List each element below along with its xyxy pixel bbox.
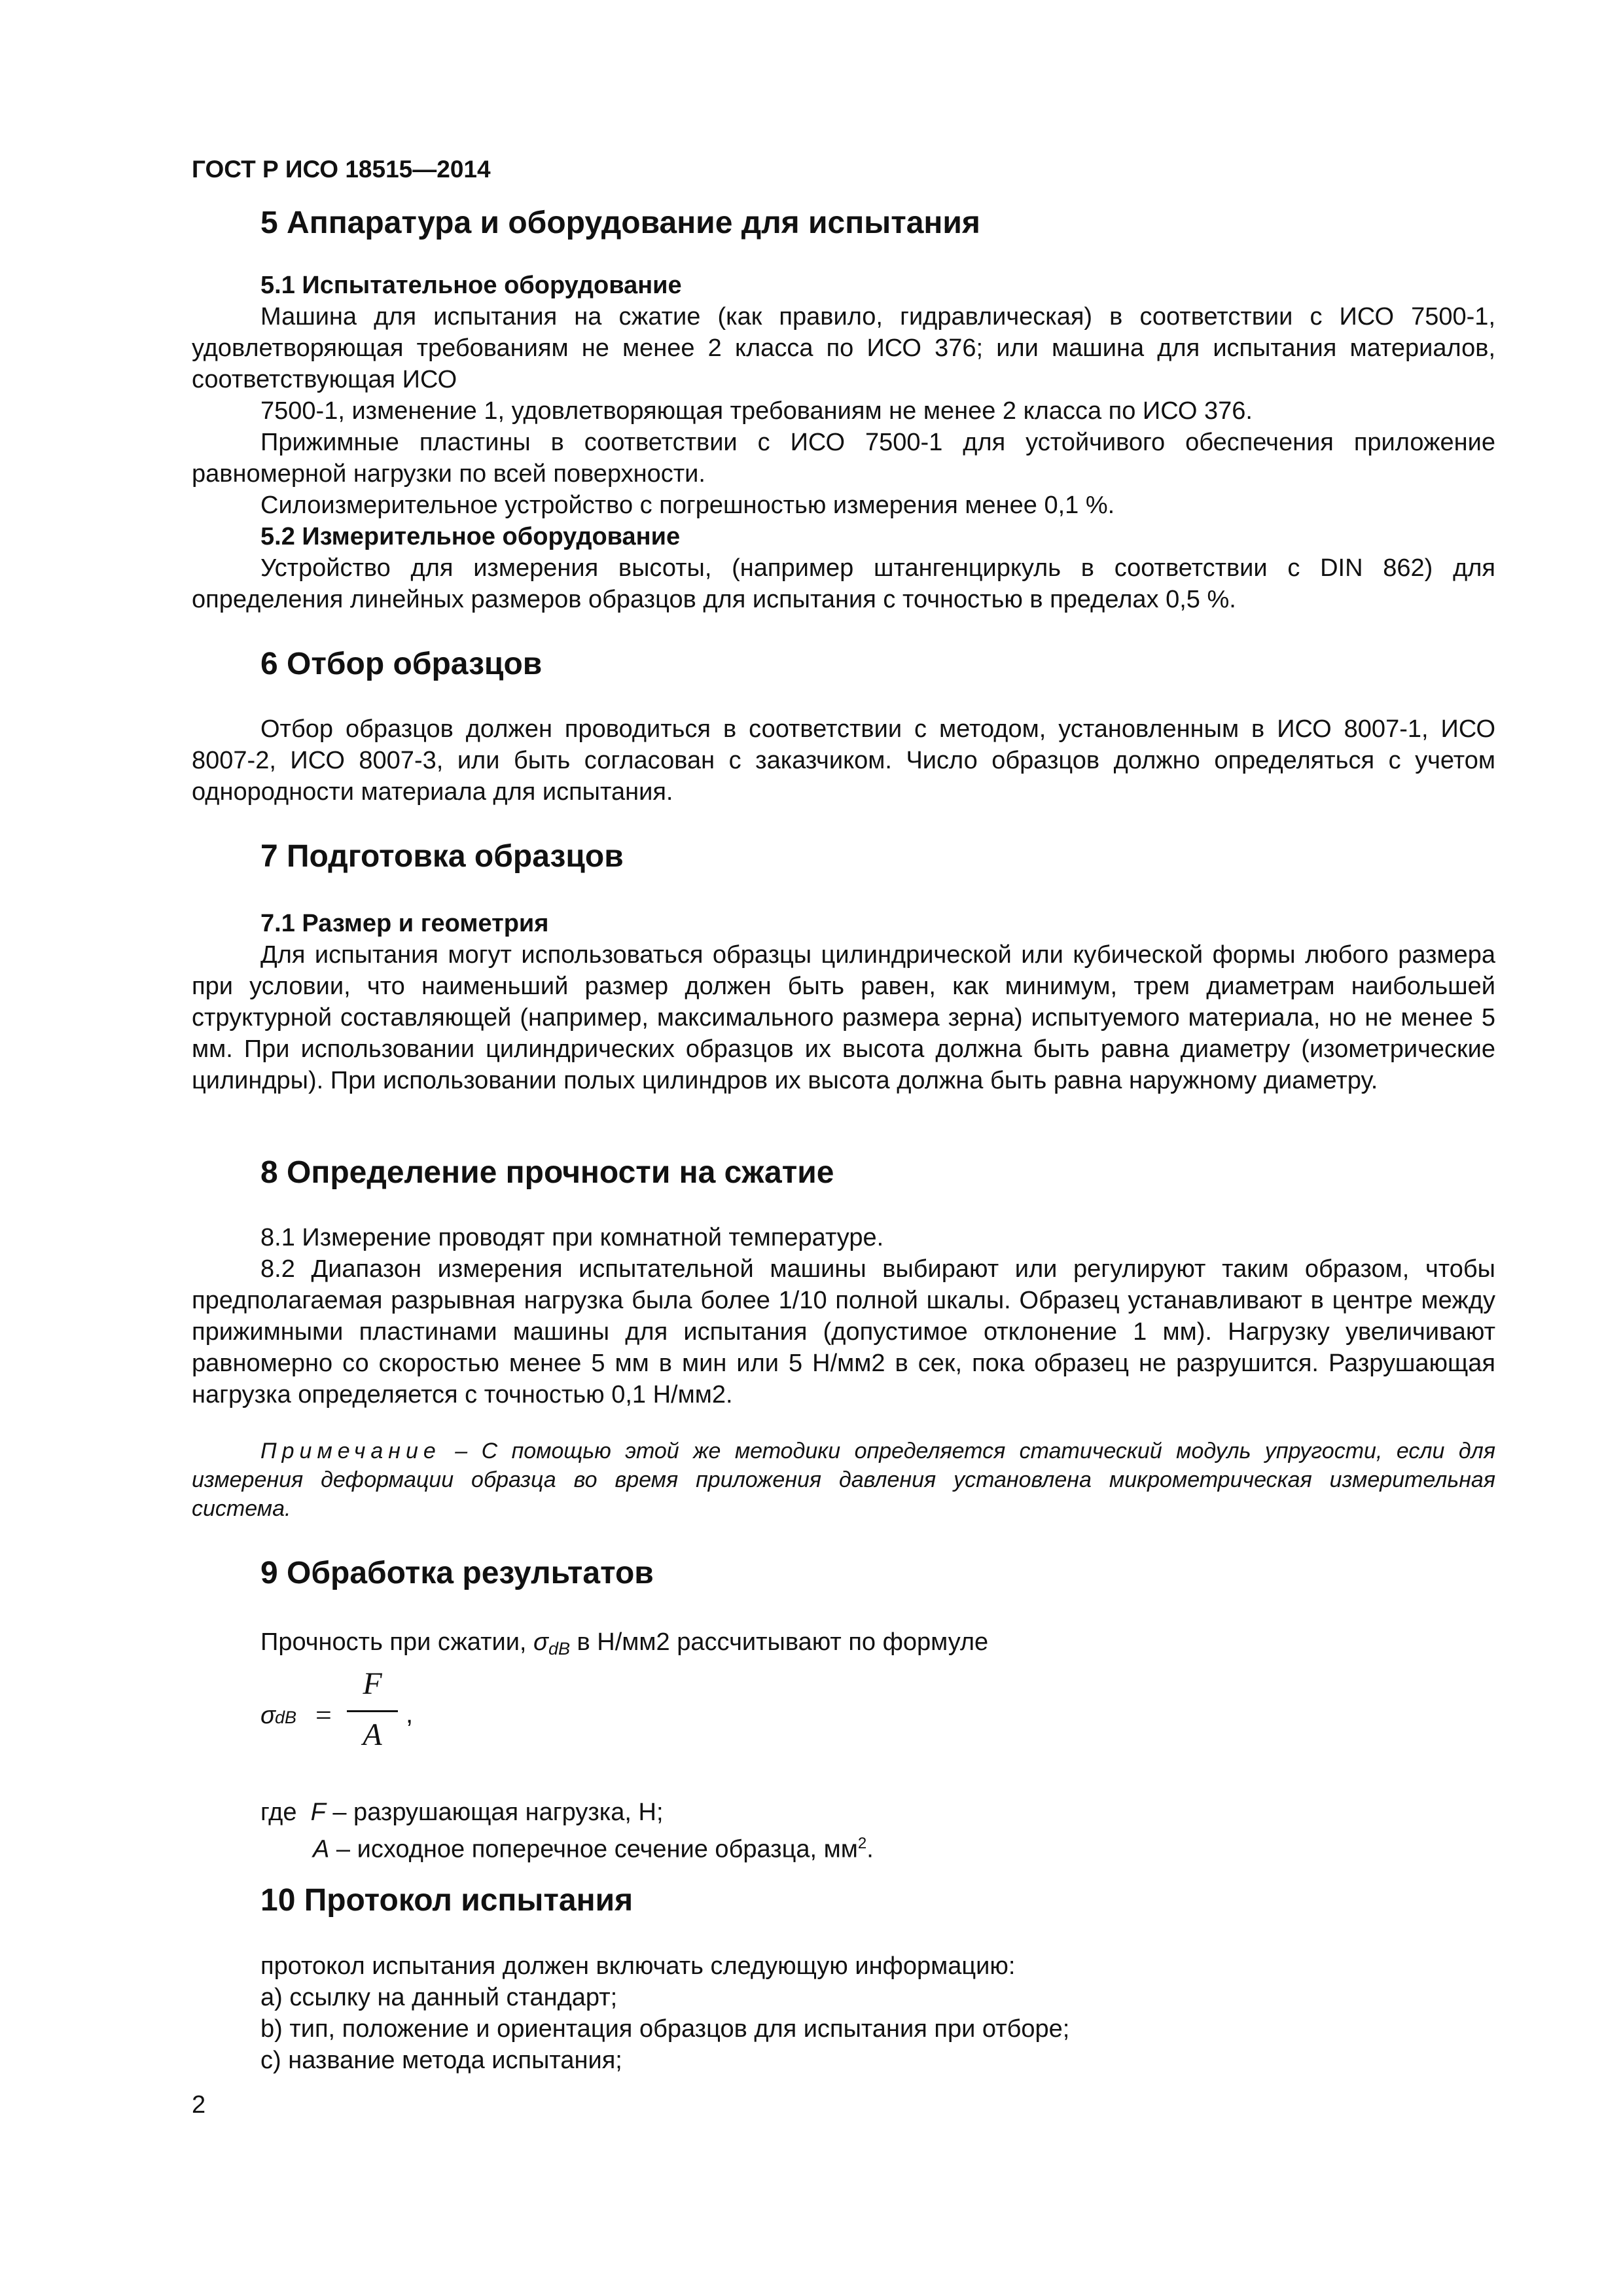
note-text: – С помощью этой же методики определяется статический модуль упругости, если для измерения деформации образца во время приложения давления установлена микрометрическая измерительная система. — [192, 1439, 1495, 1521]
paragraph: 7500-1, изменение 1, удовлетворяющая требованиям не менее 2 класса по ИСО 376. — [260, 397, 1253, 425]
paragraph: Для испытания могут использоваться образцы цилиндрической или кубической формы любого размера при условии, что наименьший размер должен быть равен, как минимум, трем диаметрам наибольшей структурной составляющей (например, максимального размера зерна) испытуемого материала, но не менее 5 мм. При использовании цилиндрических образцов их высота должна быть равна диаметру (изометрические цилиндры). При использовании полых цилиндров их высота должна быть равна наружному диаметру. — [192, 941, 1495, 1094]
note — [192, 1437, 1495, 1523]
section-9-title: 9 Обработка результатов — [260, 1556, 654, 1590]
paragraph: Силоизмерительное устройство с погрешностью измерения менее 0,1 %. — [260, 492, 1115, 519]
paragraph: Машина для испытания на сжатие (как правило, гидравлическая) в соответствии с ИСО 7500-1, удовлетворяющая требованиям не менее 2 класса по ИСО 376; или машина для испытания материалов, соответствующая ИСО — [192, 303, 1495, 393]
note-label: Примечание — [260, 1439, 441, 1463]
where-line-1: где F – разрушающая нагрузка, Н; — [260, 1799, 664, 1826]
paragraph: Прижимные пластины в соответствии с ИСО 7500-1 для устойчивого обеспечения приложение равномерной нагрузки по всей поверхности. — [192, 429, 1495, 488]
section-8-title: 8 Определение прочности на сжатие — [260, 1155, 834, 1190]
section-5-title: 5 Аппаратура и оборудование для испытания — [260, 206, 980, 240]
paragraph: 8.1 Измерение проводят при комнатной температуре. — [260, 1224, 884, 1251]
formula-denominator: A — [363, 1717, 382, 1752]
paragraph: Отбор образцов должен проводиться в соответствии с методом, установленным в ИСО 8007-1, ИСО 8007-2, ИСО 8007-3, или быть согласован с заказчиком. Число образцов должно определяться с учетом однородности материала для испытания. — [192, 715, 1495, 806]
document-header: ГОСТ Р ИСО 18515—2014 — [192, 156, 491, 183]
fraction-bar — [347, 1710, 398, 1712]
list-item: c) название метода испытания; — [260, 2047, 622, 2074]
sigma-symbol: σ — [533, 1628, 548, 1656]
subsection-5-1-title: 5.1 Испытательное оборудование — [260, 272, 682, 299]
protocol-list — [260, 1950, 1069, 2076]
section-5-1-body — [192, 301, 1495, 521]
list-item: а) ссылку на данный стандарт; — [260, 1984, 618, 2011]
list-intro: протокол испытания должен включать следующую информацию: — [260, 1952, 1016, 1980]
section-8-body — [192, 1222, 1495, 1410]
section-6-body — [192, 713, 1495, 808]
where-line-2: A – исходное поперечное сечение образца, $мм^2$. — [313, 1835, 874, 1863]
section-7-1-body — [192, 939, 1495, 1096]
paragraph: Устройство для измерения высоты, (например штангенциркуль в соответствии с DIN 862) для определения линейных размеров образцов для испытания с точностью в пределах 0,5 %. — [192, 554, 1495, 613]
section-5-2-body — [192, 552, 1495, 615]
subsection-5-2-title: 5.2 Измерительное оборудование — [260, 523, 681, 550]
formula-numerator: F — [363, 1666, 382, 1701]
formula-intro: Прочность при сжатии, $\sigma_{dB}$ в Н/мм2 рассчитывают по формуле — [260, 1628, 989, 1659]
section-7-title: 7 Подготовка образцов — [260, 839, 624, 874]
equals-sign: = — [315, 1699, 332, 1731]
list-item: b) тип, положение и ориентация образцов для испытания при отборе; — [260, 2015, 1070, 2043]
formula — [260, 1666, 522, 1757]
subsection-7-1-title: 7.1 Размер и геометрия — [260, 910, 549, 937]
section-6-title: 6 Отбор образцов — [260, 647, 543, 681]
page-number: 2 — [192, 2091, 206, 2119]
formula-comma: , — [406, 1700, 414, 1729]
formula-lhs-sigma: σ — [260, 1702, 276, 1729]
formula-lhs-sub: dB — [275, 1708, 297, 1727]
paragraph: 8.2 Диапазон измерения испытательной машины выбирают или регулируют таким образом, чтобы предполагаемая разрывная нагрузка была более 1/10 полной шкалы. Образец устанавливают в центре между прижимными пластинами машины для испытания (допустимое отклонение 1 мм). Нагрузку увеличивают равномерно со скоростью менее 5 мм в мин или 5 Н/мм2 в сек, пока образец не разрушится. Разрушающая нагрузка определяется с точностью 0,1 Н/мм2. — [192, 1255, 1495, 1408]
section-10-title: 10 Протокол испытания — [260, 1883, 633, 1918]
